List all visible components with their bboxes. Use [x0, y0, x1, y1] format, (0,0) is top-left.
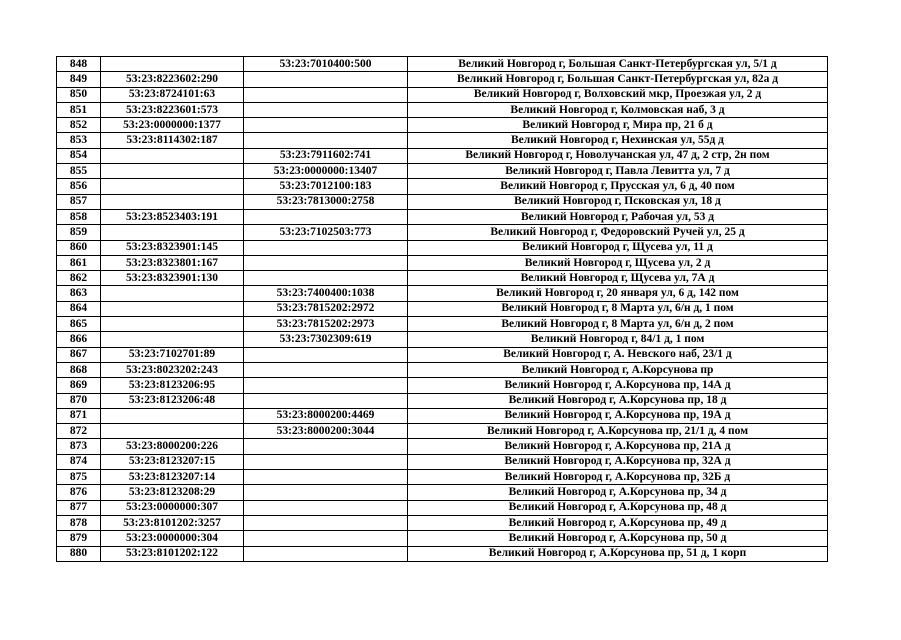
table-row: [57, 347, 828, 362]
cadastral-number-cell: [101, 164, 244, 179]
row-number-cell: 869: [57, 378, 101, 393]
table-row: [57, 133, 828, 148]
table-row: [57, 72, 828, 87]
address-cell: Великий Новгород г, А.Корсунова пр, 21А д: [408, 439, 828, 454]
cadastral-number-alt-cell: 53:23:7012100:183: [244, 179, 408, 194]
address-cell: Великий Новгород г, Щусева ул, 2 д: [408, 255, 828, 270]
cadastral-number-cell: [101, 301, 244, 316]
cadastral-number-alt-cell: 53:23:8000200:3044: [244, 424, 408, 439]
cadastral-number-cell: 53:23:8023202:243: [101, 362, 244, 377]
cadastral-number-alt-cell: 53:23:7911602:741: [244, 148, 408, 163]
row-number-cell: 862: [57, 271, 101, 286]
table-row: [57, 424, 828, 439]
cadastral-number-cell: 53:23:7102701:89: [101, 347, 244, 362]
table-row: [57, 240, 828, 255]
cadastral-number-cell: 53:23:8323801:167: [101, 255, 244, 270]
table-row: [57, 194, 828, 209]
row-number-cell: 866: [57, 332, 101, 347]
address-cell: Великий Новгород г, А.Корсунова пр: [408, 362, 828, 377]
address-cell: Великий Новгород г, 8 Марта ул, 6/н д, 2 пом: [408, 317, 828, 332]
row-number-cell: 865: [57, 317, 101, 332]
cadastral-number-cell: [101, 57, 244, 72]
row-number-cell: 856: [57, 179, 101, 194]
property-registry-table: [56, 56, 828, 562]
cadastral-number-cell: 53:23:8123206:48: [101, 393, 244, 408]
cadastral-number-cell: 53:23:8223601:573: [101, 102, 244, 117]
table-row: [57, 148, 828, 163]
row-number-cell: 850: [57, 87, 101, 102]
address-cell: Великий Новгород г, А. Невского наб, 23/1 д: [408, 347, 828, 362]
cadastral-number-alt-cell: [244, 133, 408, 148]
cadastral-number-cell: [101, 332, 244, 347]
table-row: [57, 317, 828, 332]
address-cell: Великий Новгород г, А.Корсунова пр, 51 д, 1 корп: [408, 546, 828, 561]
address-cell: Великий Новгород г, Волховский мкр, Проезжая ул, 2 д: [408, 87, 828, 102]
cadastral-number-cell: 53:23:8101202:122: [101, 546, 244, 561]
row-number-cell: 874: [57, 454, 101, 469]
address-cell: Великий Новгород г, А.Корсунова пр, 49 д: [408, 515, 828, 530]
row-number-cell: 853: [57, 133, 101, 148]
table-row: [57, 439, 828, 454]
cadastral-number-cell: 53:23:8101202:3257: [101, 515, 244, 530]
address-cell: Великий Новгород г, А.Корсунова пр, 18 д: [408, 393, 828, 408]
address-cell: Великий Новгород г, А.Корсунова пр, 34 д: [408, 485, 828, 500]
cadastral-number-alt-cell: [244, 102, 408, 117]
table-row: [57, 209, 828, 224]
table-row: [57, 485, 828, 500]
cadastral-number-cell: 53:23:8123206:95: [101, 378, 244, 393]
table-row: [57, 332, 828, 347]
row-number-cell: 858: [57, 209, 101, 224]
address-cell: Великий Новгород г, Рабочая ул, 53 д: [408, 209, 828, 224]
table-row: [57, 225, 828, 240]
table-row: [57, 378, 828, 393]
row-number-cell: 854: [57, 148, 101, 163]
cadastral-number-cell: 53:23:0000000:307: [101, 500, 244, 515]
cadastral-number-cell: 53:23:8323901:130: [101, 271, 244, 286]
table-row: [57, 102, 828, 117]
cadastral-number-alt-cell: [244, 393, 408, 408]
cadastral-number-alt-cell: [244, 531, 408, 546]
address-cell: Великий Новгород г, Колмовская наб, 3 д: [408, 102, 828, 117]
cadastral-number-cell: [101, 194, 244, 209]
cadastral-number-cell: [101, 408, 244, 423]
cadastral-number-cell: [101, 424, 244, 439]
table-row: [57, 470, 828, 485]
address-cell: Великий Новгород г, А.Корсунова пр, 14А д: [408, 378, 828, 393]
table-row: [57, 362, 828, 377]
cadastral-number-cell: [101, 317, 244, 332]
row-number-cell: 875: [57, 470, 101, 485]
row-number-cell: 849: [57, 72, 101, 87]
row-number-cell: 864: [57, 301, 101, 316]
table-row: [57, 118, 828, 133]
cadastral-number-alt-cell: [244, 271, 408, 286]
address-cell: Великий Новгород г, Большая Санкт-Петербургская ул, 82а д: [408, 72, 828, 87]
table-row: [57, 301, 828, 316]
table-row: [57, 393, 828, 408]
table-row: [57, 286, 828, 301]
row-number-cell: 859: [57, 225, 101, 240]
cadastral-number-cell: 53:23:8223602:290: [101, 72, 244, 87]
cadastral-number-alt-cell: [244, 515, 408, 530]
row-number-cell: 857: [57, 194, 101, 209]
cadastral-number-alt-cell: [244, 546, 408, 561]
row-number-cell: 879: [57, 531, 101, 546]
row-number-cell: 872: [57, 424, 101, 439]
cadastral-number-alt-cell: 53:23:7400400:1038: [244, 286, 408, 301]
row-number-cell: 880: [57, 546, 101, 561]
row-number-cell: 860: [57, 240, 101, 255]
cadastral-number-alt-cell: 53:23:7815202:2973: [244, 317, 408, 332]
cadastral-number-cell: 53:23:8523403:191: [101, 209, 244, 224]
cadastral-number-cell: 53:23:8123208:29: [101, 485, 244, 500]
address-cell: Великий Новгород г, А.Корсунова пр, 32Б д: [408, 470, 828, 485]
cadastral-number-cell: [101, 225, 244, 240]
cadastral-number-alt-cell: [244, 439, 408, 454]
row-number-cell: 871: [57, 408, 101, 423]
table-row: [57, 164, 828, 179]
row-number-cell: 863: [57, 286, 101, 301]
address-cell: Великий Новгород г, Щусева ул, 7А д: [408, 271, 828, 286]
address-cell: Великий Новгород г, Павла Левитта ул, 7 д: [408, 164, 828, 179]
address-cell: Великий Новгород г, Псковская ул, 18 д: [408, 194, 828, 209]
cadastral-number-cell: 53:23:8000200:226: [101, 439, 244, 454]
cadastral-number-cell: 53:23:0000000:304: [101, 531, 244, 546]
address-cell: Великий Новгород г, А.Корсунова пр, 21/1 д, 4 пом: [408, 424, 828, 439]
cadastral-number-alt-cell: 53:23:7813000:2758: [244, 194, 408, 209]
address-cell: Великий Новгород г, Прусская ул, 6 д, 40 пом: [408, 179, 828, 194]
table-row: [57, 500, 828, 515]
cadastral-number-alt-cell: [244, 470, 408, 485]
table-row: [57, 87, 828, 102]
address-cell: Великий Новгород г, Новолучанская ул, 47 д, 2 стр, 2н пом: [408, 148, 828, 163]
address-cell: Великий Новгород г, Федоровский Ручей ул, 25 д: [408, 225, 828, 240]
cadastral-number-alt-cell: [244, 209, 408, 224]
cadastral-number-alt-cell: [244, 118, 408, 133]
cadastral-number-alt-cell: [244, 87, 408, 102]
cadastral-number-alt-cell: 53:23:7302309:619: [244, 332, 408, 347]
row-number-cell: 870: [57, 393, 101, 408]
table-row: [57, 454, 828, 469]
address-cell: Великий Новгород г, Нехинская ул, 55д д: [408, 133, 828, 148]
cadastral-number-alt-cell: 53:23:8000200:4469: [244, 408, 408, 423]
row-number-cell: 855: [57, 164, 101, 179]
cadastral-number-cell: 53:23:0000000:1377: [101, 118, 244, 133]
table-row: [57, 57, 828, 72]
table-row: [57, 531, 828, 546]
cadastral-number-alt-cell: [244, 454, 408, 469]
table-row: [57, 179, 828, 194]
cadastral-number-cell: [101, 179, 244, 194]
cadastral-number-alt-cell: [244, 362, 408, 377]
cadastral-number-cell: [101, 286, 244, 301]
table-row: [57, 408, 828, 423]
address-cell: Великий Новгород г, Мира пр, 21 б д: [408, 118, 828, 133]
address-cell: Великий Новгород г, 20 января ул, 6 д, 142 пом: [408, 286, 828, 301]
cadastral-number-alt-cell: 53:23:7102503:773: [244, 225, 408, 240]
table-row: [57, 546, 828, 561]
cadastral-number-alt-cell: [244, 485, 408, 500]
cadastral-number-cell: 53:23:8114302:187: [101, 133, 244, 148]
address-cell: Великий Новгород г, А.Корсунова пр, 48 д: [408, 500, 828, 515]
cadastral-number-alt-cell: 53:23:7815202:2972: [244, 301, 408, 316]
address-cell: Великий Новгород г, А.Корсунова пр, 19А д: [408, 408, 828, 423]
address-cell: Великий Новгород г, Щусева ул, 11 д: [408, 240, 828, 255]
cadastral-number-alt-cell: [244, 347, 408, 362]
address-cell: Великий Новгород г, Большая Санкт-Петербургская ул, 5/1 д: [408, 57, 828, 72]
table-row: [57, 515, 828, 530]
cadastral-number-alt-cell: [244, 500, 408, 515]
table-row: [57, 255, 828, 270]
cadastral-number-cell: 53:23:8123207:15: [101, 454, 244, 469]
cadastral-number-alt-cell: [244, 378, 408, 393]
row-number-cell: 861: [57, 255, 101, 270]
row-number-cell: 877: [57, 500, 101, 515]
address-cell: Великий Новгород г, 8 Марта ул, 6/н д, 1 пом: [408, 301, 828, 316]
cadastral-number-cell: 53:23:8323901:145: [101, 240, 244, 255]
cadastral-number-cell: 53:23:8724101:63: [101, 87, 244, 102]
address-cell: Великий Новгород г, А.Корсунова пр, 50 д: [408, 531, 828, 546]
address-cell: Великий Новгород г, А.Корсунова пр, 32А д: [408, 454, 828, 469]
address-cell: Великий Новгород г, 84/1 д, 1 пом: [408, 332, 828, 347]
cadastral-number-cell: 53:23:8123207:14: [101, 470, 244, 485]
table-body: [57, 57, 828, 562]
cadastral-number-alt-cell: [244, 255, 408, 270]
cadastral-number-alt-cell: 53:23:7010400:500: [244, 57, 408, 72]
row-number-cell: 851: [57, 102, 101, 117]
row-number-cell: 848: [57, 57, 101, 72]
row-number-cell: 868: [57, 362, 101, 377]
cadastral-number-alt-cell: 53:23:0000000:13407: [244, 164, 408, 179]
cadastral-number-alt-cell: [244, 240, 408, 255]
table-row: [57, 271, 828, 286]
cadastral-number-cell: [101, 148, 244, 163]
cadastral-number-alt-cell: [244, 72, 408, 87]
row-number-cell: 867: [57, 347, 101, 362]
row-number-cell: 878: [57, 515, 101, 530]
row-number-cell: 876: [57, 485, 101, 500]
row-number-cell: 852: [57, 118, 101, 133]
row-number-cell: 873: [57, 439, 101, 454]
